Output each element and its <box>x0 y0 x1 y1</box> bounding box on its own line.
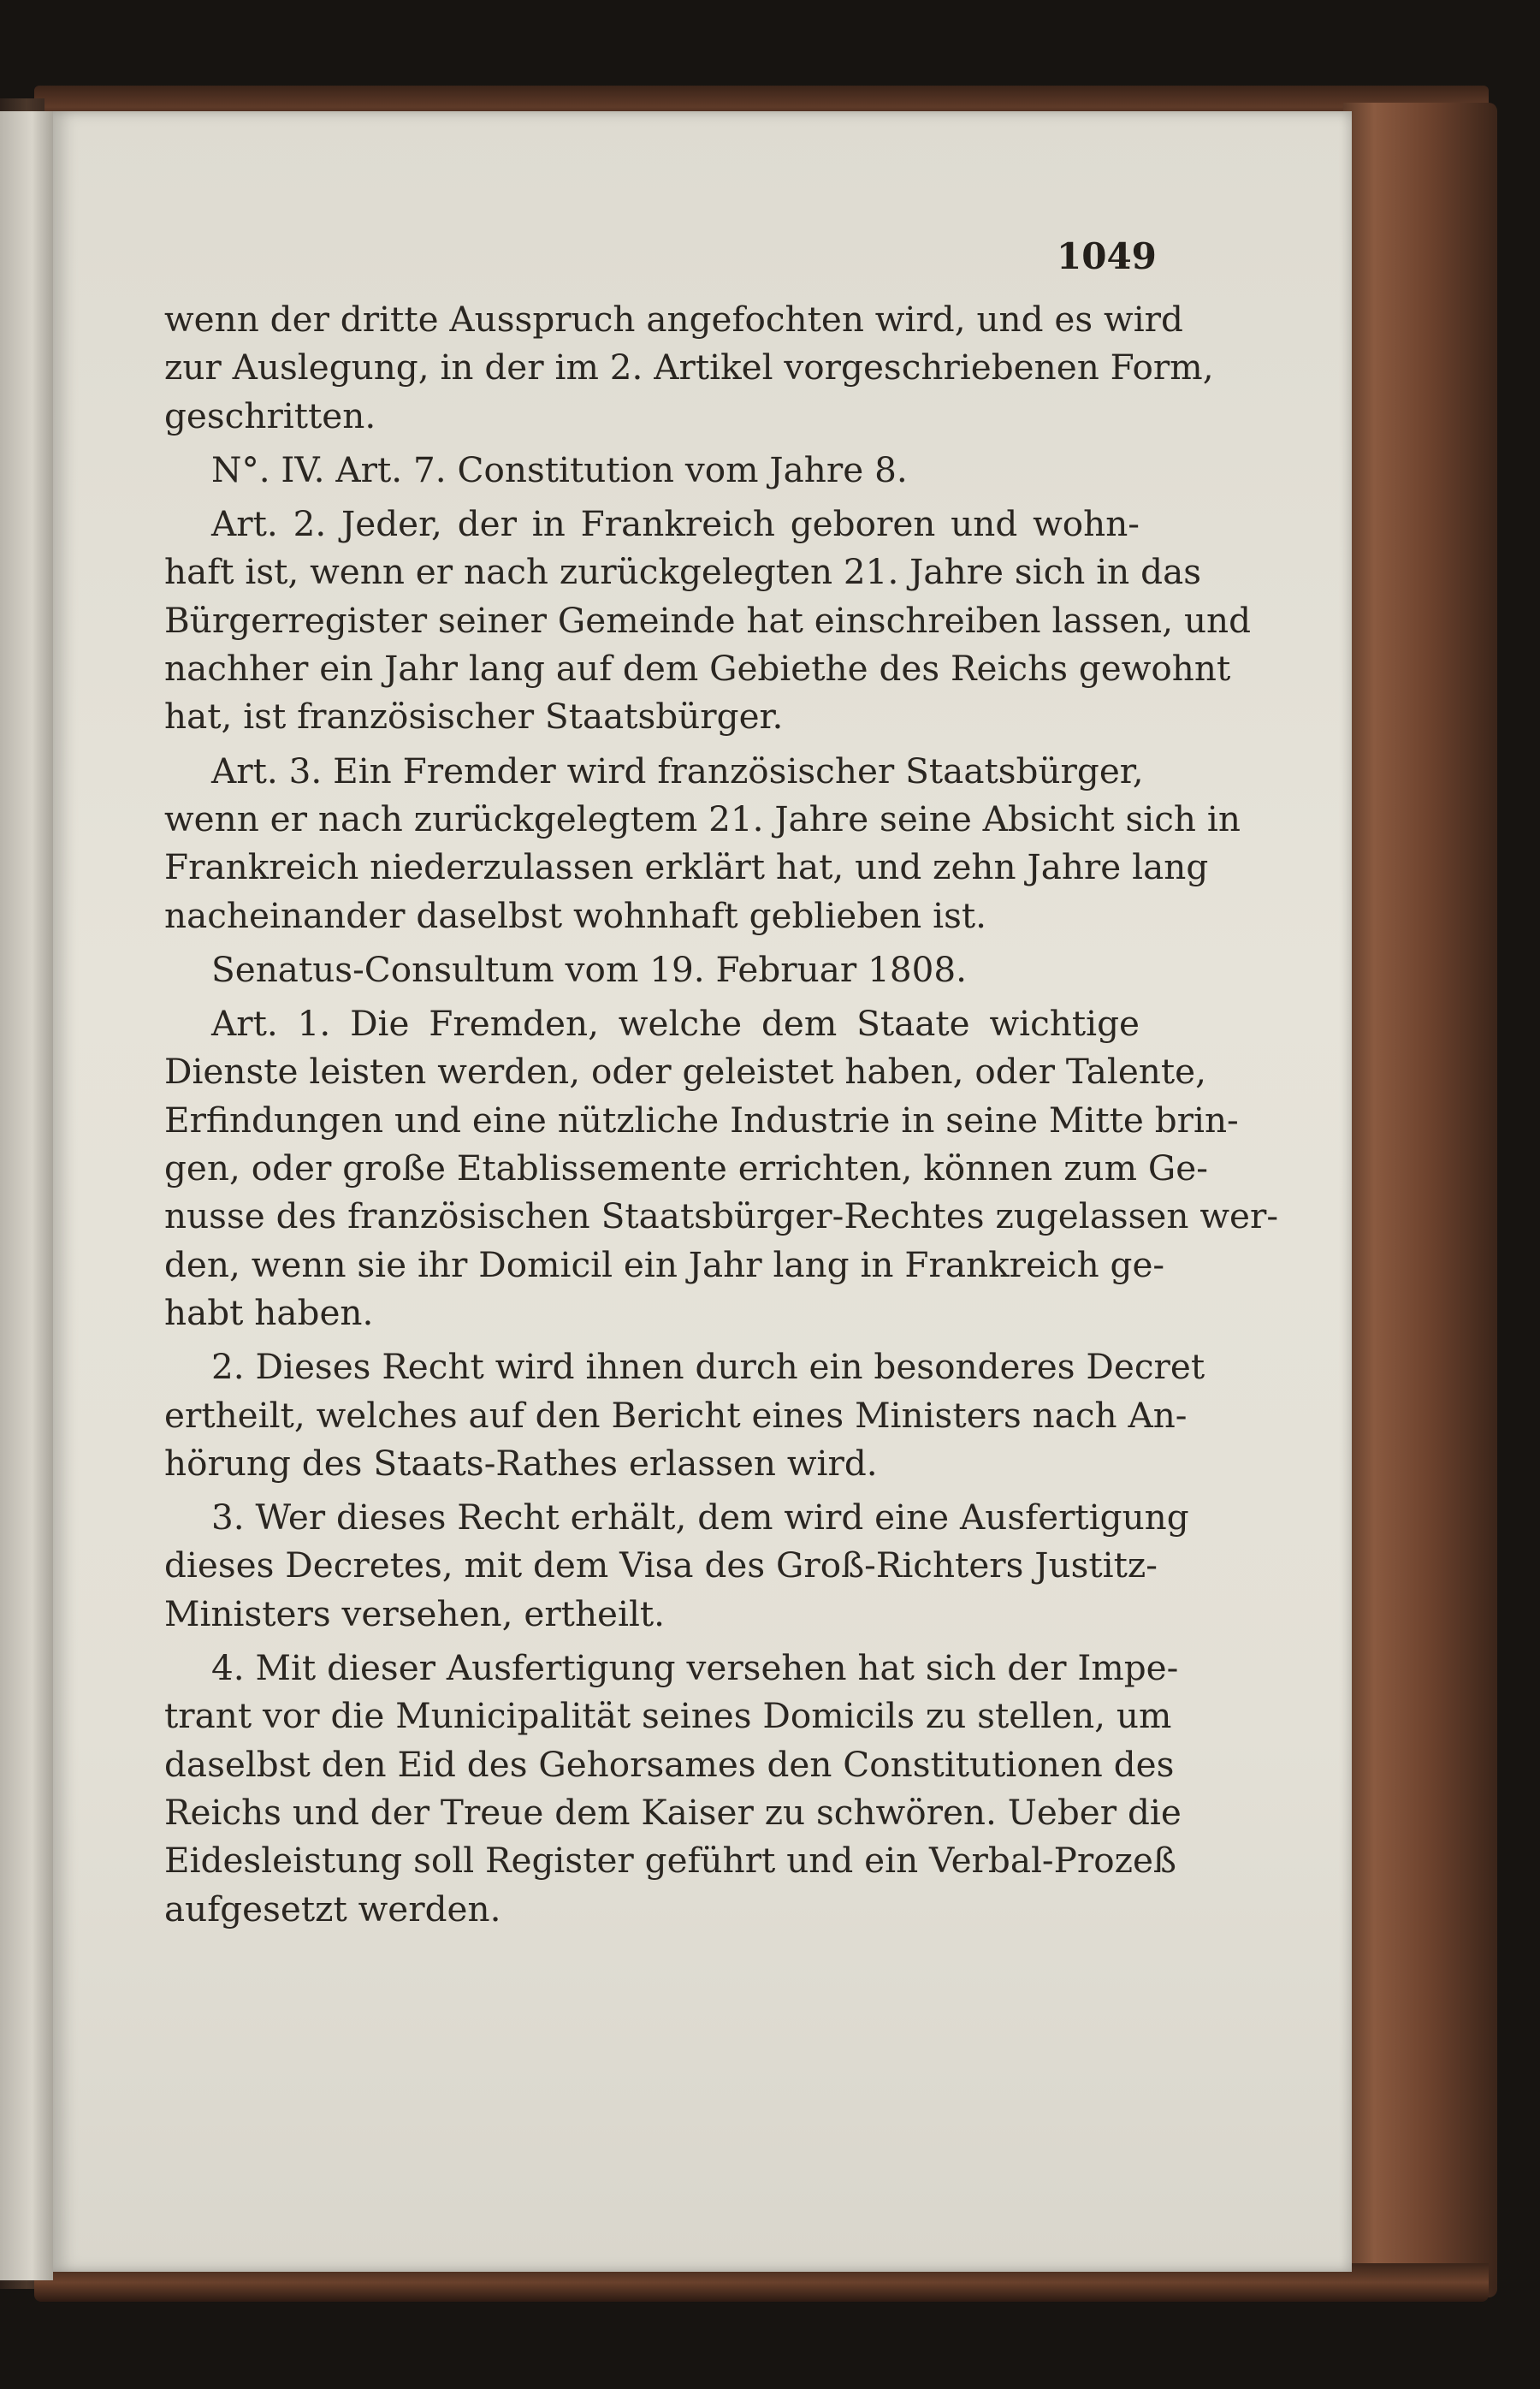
section-heading-line: N°. IV. Art. 7. Constitution vom Jahre 8. <box>211 448 908 490</box>
facing-page-edge <box>0 111 53 2280</box>
text-line: hat, ist französischer Staatsbürger. <box>164 696 784 738</box>
text-line: 2. Dieses Recht wird ihnen durch ein besonderes Decret <box>211 1346 1205 1388</box>
text-line: wenn der dritte Ausspruch angefochten wird, und es wird <box>164 299 1183 340</box>
text-line: geschritten. <box>164 394 376 436</box>
text-line: Ministers versehen, ertheilt. <box>164 1592 666 1634</box>
text-line: 3. Wer dieses Recht erhält, dem wird eine Ausfertigung <box>211 1497 1189 1538</box>
page-number: 1049 <box>1057 235 1157 277</box>
book-cover-right-edge <box>1343 103 1497 2297</box>
text-line: habt haben. <box>164 1291 374 1333</box>
text-line: dieses Decretes, mit dem Visa des Groß-Richters Justitz- <box>164 1544 1158 1586</box>
text-line: Bürgerregister seiner Gemeinde hat einschreiben lassen, und <box>164 599 1252 641</box>
text-line: Dienste leisten werden, oder geleistet haben, oder Talente, <box>164 1051 1207 1093</box>
text-line: trant vor die Municipalität seines Domicils zu stellen, um <box>164 1695 1172 1737</box>
text-line: den, wenn sie ihr Domicil ein Jahr lang in Frankreich ge- <box>164 1243 1165 1285</box>
section-heading-line: Senatus-Consultum vom 19. Februar 1808. <box>211 948 968 990</box>
text-line: Art. 1. Die Fremden, welche dem Staate wichtige <box>211 1003 1140 1045</box>
text-line: ertheilt, welches auf den Bericht eines Ministers nach An- <box>164 1394 1188 1436</box>
text-line: 4. Mit dieser Ausfertigung versehen hat sich der Impe- <box>211 1647 1179 1689</box>
page-text-block <box>164 295 1279 1933</box>
text-line: Erfindungen und eine nützliche Industrie in seine Mitte brin- <box>164 1099 1239 1141</box>
text-line: aufgesetzt werden. <box>164 1888 501 1930</box>
text-line: nacheinander daselbst wohnhaft geblieben ist. <box>164 894 987 936</box>
text-line: gen, oder große Etablissemente errichten, können zum Ge- <box>164 1147 1208 1189</box>
text-line: nachher ein Jahr lang auf dem Gebiethe des Reichs gewohnt <box>164 648 1231 690</box>
text-line: Frankreich niederzulassen erklärt hat, und zehn Jahre lang <box>164 846 1209 888</box>
text-line: daselbst den Eid des Gehorsames den Constitutionen des <box>164 1743 1175 1785</box>
text-line: Reichs und der Treue dem Kaiser zu schwören. Ueber die <box>164 1791 1182 1833</box>
text-line: Eidesleistung soll Register geführt und ein Verbal-Prozeß <box>164 1840 1176 1882</box>
text-line: Art. 3. Ein Fremder wird französischer Staatsbürger, <box>211 750 1144 791</box>
text-line: haft ist, wenn er nach zurückgelegten 21. Jahre sich in das <box>164 551 1201 593</box>
text-line: zur Auslegung, in der im 2. Artikel vorgeschriebenen Form, <box>164 347 1214 388</box>
text-line: Art. 2. Jeder, der in Frankreich geboren und wohn- <box>211 503 1140 545</box>
text-line: wenn er nach zurückgelegtem 21. Jahre seine Absicht sich in <box>164 797 1241 839</box>
text-line: hörung des Staats-Rathes erlassen wird. <box>164 1442 878 1484</box>
text-line: nusse des französischen Staatsbürger-Rechtes zugelassen wer- <box>164 1195 1279 1237</box>
